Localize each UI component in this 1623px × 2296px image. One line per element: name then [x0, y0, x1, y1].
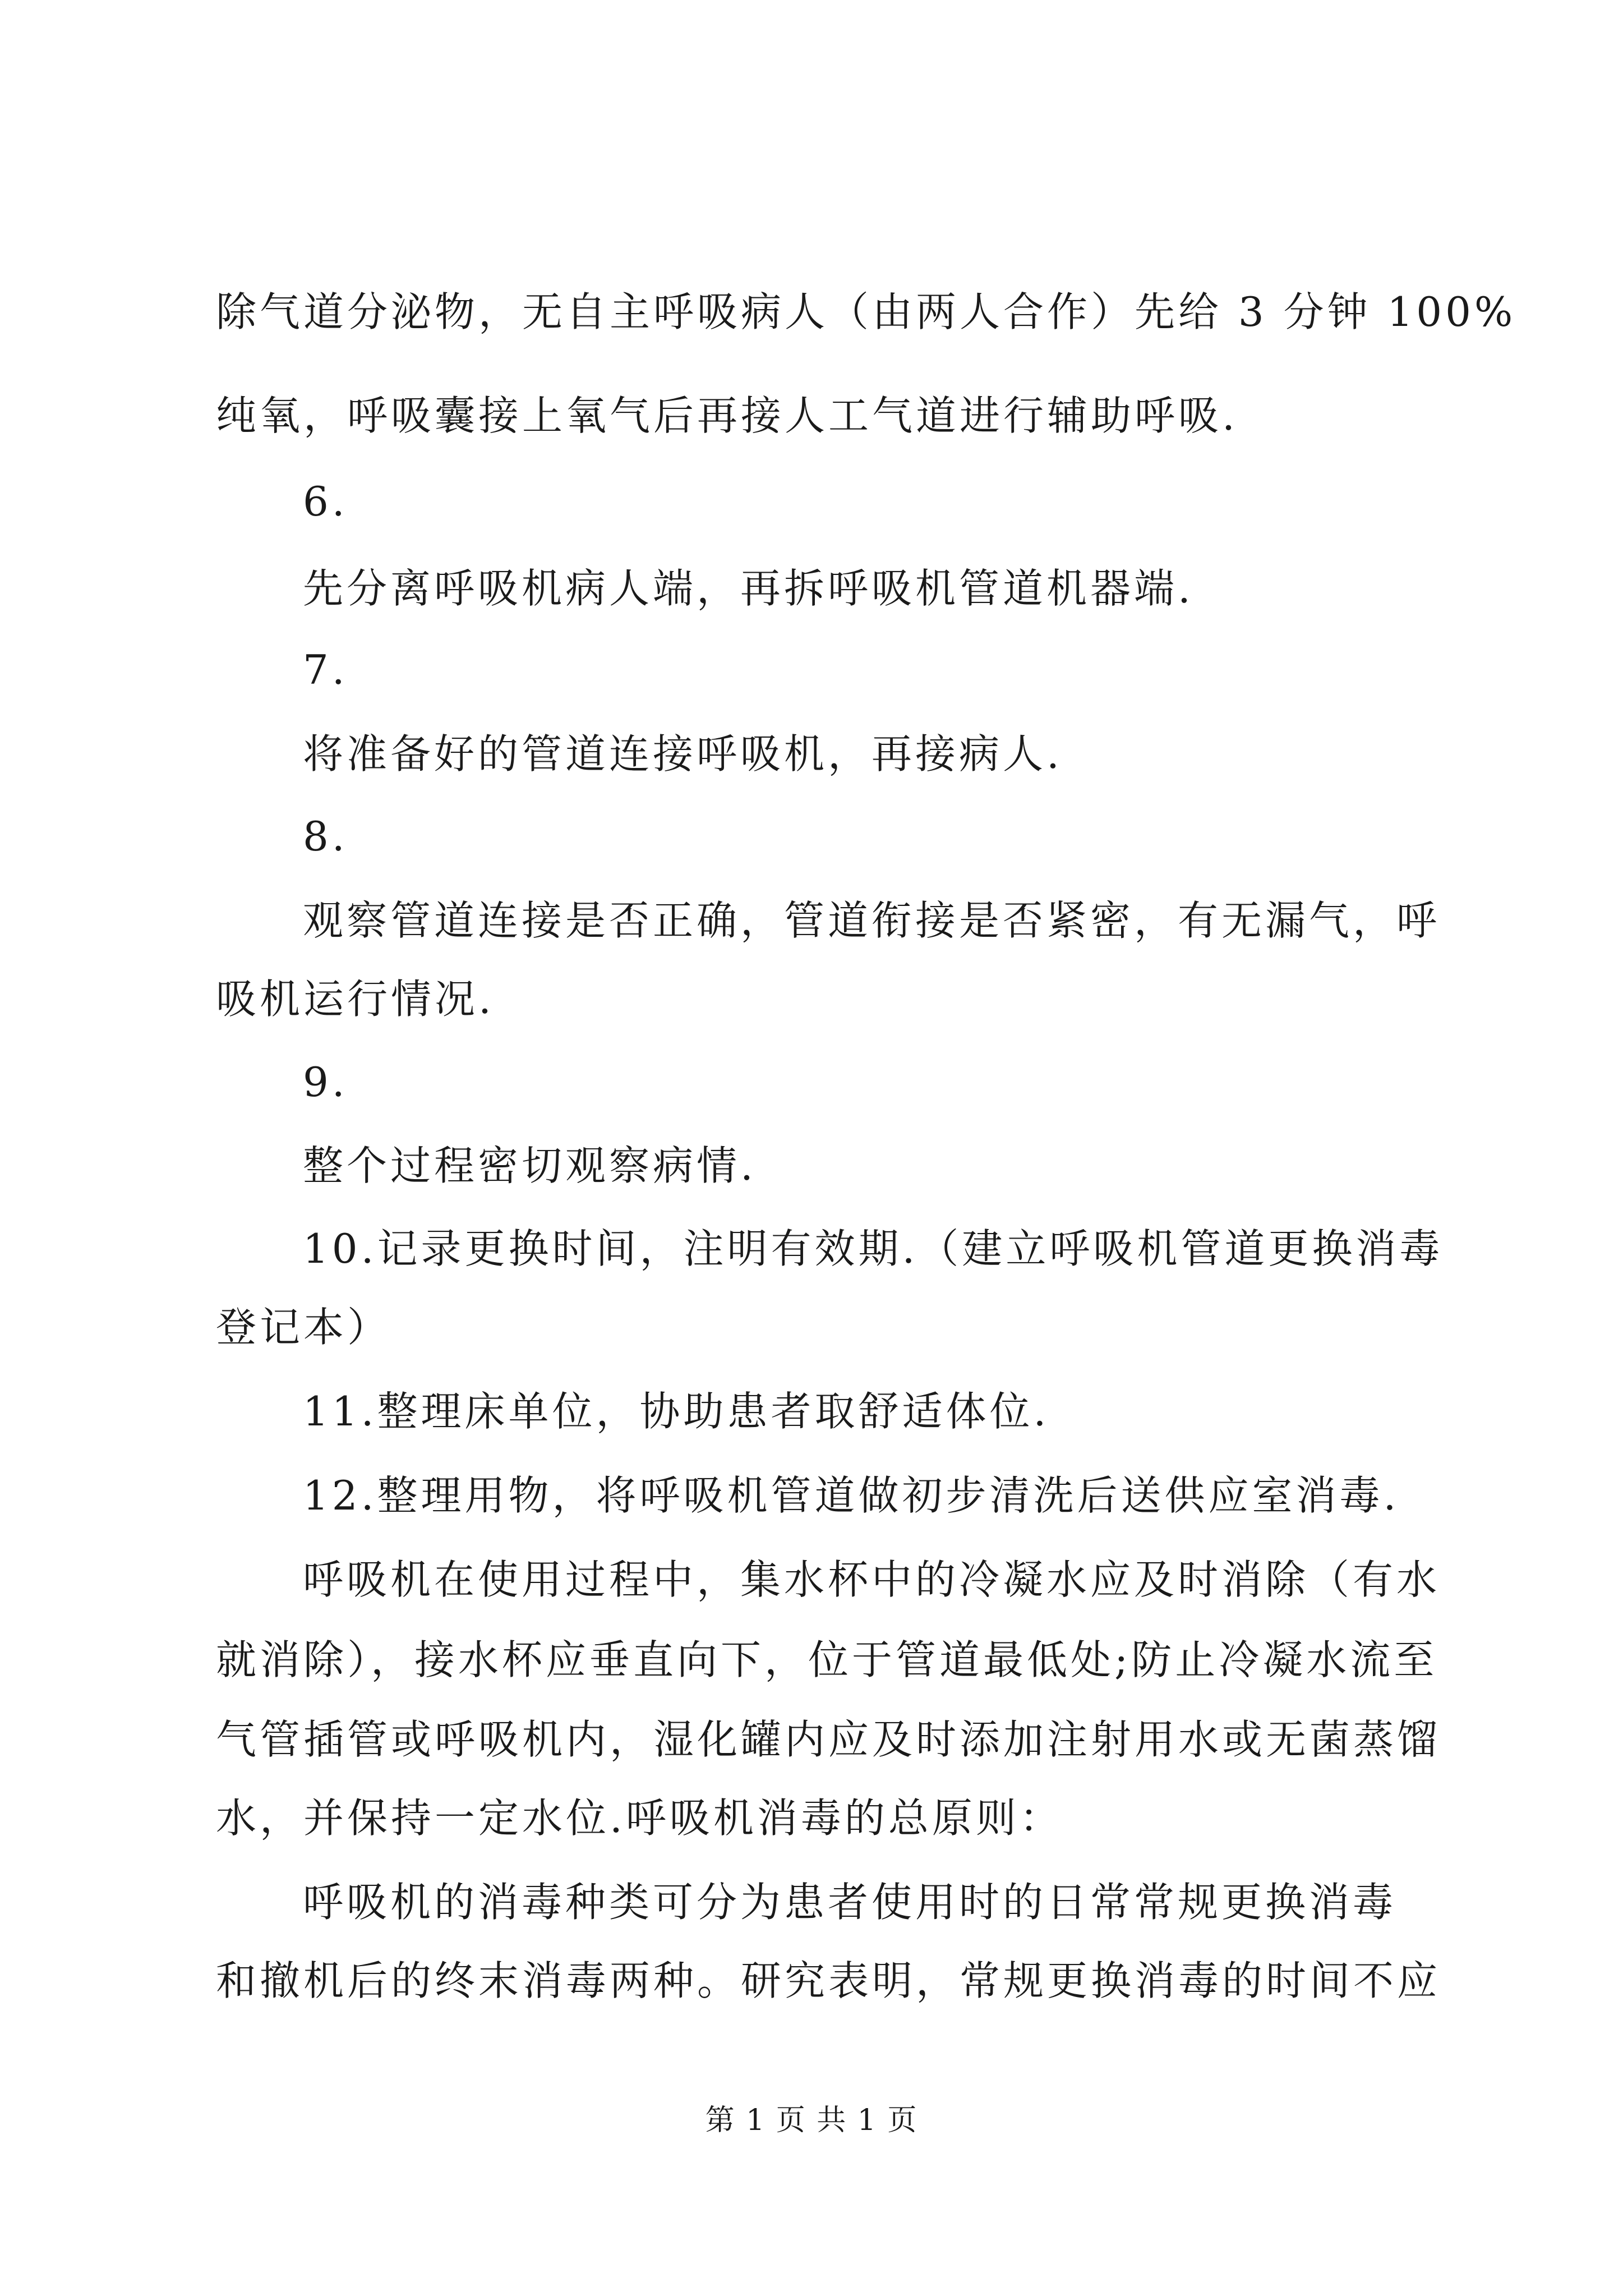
- step-12-text: 12.整理用物，将呼吸机管道做初步清洗后送供应室消毒.: [303, 1472, 1400, 1519]
- list-number-7: 7.: [303, 646, 348, 693]
- step-8-text-line-1: 观察管道连接是否正确，管道衔接是否紧密，有无漏气，呼: [303, 897, 1441, 944]
- paragraph-1-line-1: 呼吸机在使用过程中，集水杯中的冷凝水应及时消除（有水: [303, 1556, 1441, 1603]
- step-6-text: 先分离呼吸机病人端，再拆呼吸机管道机器端.: [303, 565, 1194, 612]
- step-7-text: 将准备好的管道连接呼吸机，再接病人.: [303, 730, 1063, 777]
- paragraph-1-line-2: 就消除），接水杯应垂直向下，位于管道最低处;防止冷凝水流至: [216, 1636, 1438, 1683]
- paragraph-2-line-1: 呼吸机的消毒种类可分为患者使用时的日常常规更换消毒: [303, 1879, 1397, 1926]
- list-number-6: 6.: [303, 478, 348, 525]
- body-line-2: 纯氧，呼吸囊接上氧气后再接人工气道进行辅助呼吸.: [216, 392, 1238, 439]
- list-number-9: 9.: [303, 1059, 348, 1106]
- body-line-1: 除气道分泌物，无自主呼吸病人（由两人合作）先给 3 分钟 100%: [216, 288, 1516, 335]
- page-footer: 第 1 页 共 1 页: [705, 2104, 918, 2137]
- step-8-text-line-2: 吸机运行情况.: [216, 976, 495, 1023]
- step-9-text: 整个过程密切观察病情.: [303, 1142, 757, 1189]
- paragraph-1-line-3: 气管插管或呼吸机内，湿化罐内应及时添加注射用水或无菌蒸馏: [216, 1716, 1441, 1763]
- list-number-8: 8.: [303, 813, 348, 860]
- paragraph-2-line-2: 和撤机后的终末消毒两种。研究表明，常规更换消毒的时间不应: [216, 1957, 1441, 2004]
- step-11-text: 11.整理床单位，协助患者取舒适体位.: [303, 1388, 1050, 1435]
- step-10-line-1: 10.记录更换时间，注明有效期.（建立呼吸机管道更换消毒: [303, 1225, 1444, 1272]
- step-10-line-2: 登记本）: [216, 1304, 391, 1351]
- paragraph-1-line-4: 水，并保持一定水位.呼吸机消毒的总原则：: [216, 1795, 1063, 1842]
